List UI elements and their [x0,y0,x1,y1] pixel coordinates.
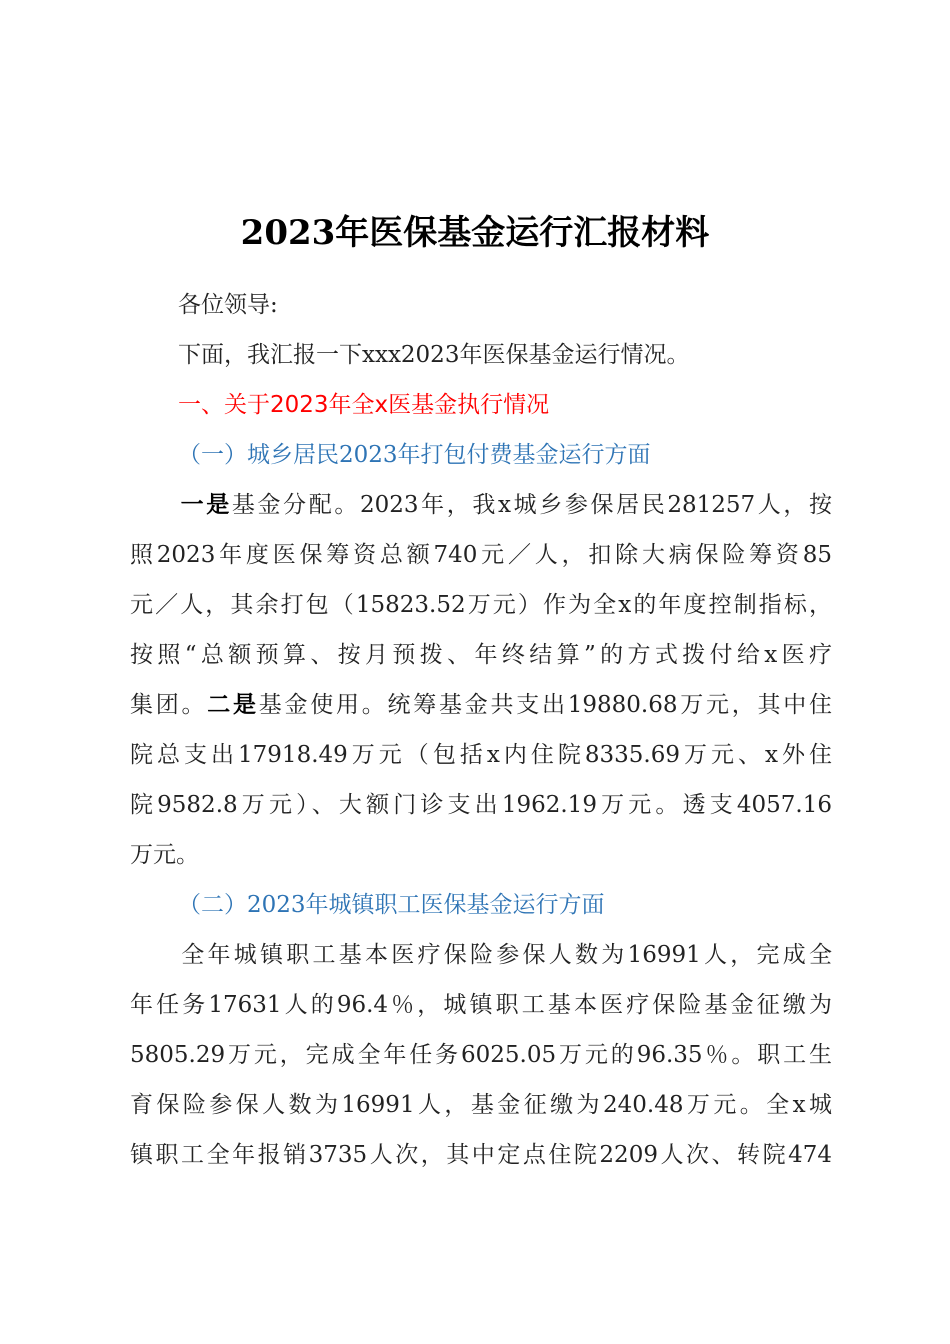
paragraph-text: 基金使用。统筹基金共支出19880.68万元，其中住 [258,692,832,718]
paragraph-text: 全年城镇职工基本医疗保险参保人数为16991人，完成全 [178,942,832,968]
greeting: 各位领导: [178,292,278,318]
paragraph-line: 按照“总额预算、按月预拨、年终结算”的方式拨付给x医疗 [130,642,832,668]
intro-paragraph: 下面，我汇报一下xxx2023年医保基金运行情况。 [178,342,690,368]
subsection-2-heading: （二）2023年城镇职工医保基金运行方面 [178,892,605,918]
paragraph-line: 院9582.8万元）、大额门诊支出1962.19万元。透支4057.16 [130,792,832,818]
point-lead-first: 一是 [178,491,232,518]
document-title: 2023年医保基金运行汇报材料 [240,213,710,253]
paragraph-line: 育保险参保人数为16991人，基金征缴为240.48万元。全x城 [130,1092,832,1118]
paragraph-line [130,480,832,530]
paragraph-line: 万元。 [130,842,199,868]
paragraph-line: 镇职工全年报销3735人次，其中定点住院2209人次、转院474 [130,1142,832,1168]
paragraph-line: 元／人，其余打包（15823.52万元）作为全x的年度控制指标， [130,592,832,618]
paragraph-line [130,930,832,980]
paragraph-line: 照2023年度医保筹资总额740元／人，扣除大病保险筹资85 [130,542,832,568]
paragraph-line: 5805.29万元，完成全年任务6025.05万元的96.35％。职工生 [130,1042,832,1068]
section-1-heading: 一、关于2023年全x医基金执行情况 [178,392,550,418]
paragraph-line: 年任务17631人的96.4％，城镇职工基本医疗保险基金征缴为 [130,992,832,1018]
paragraph-line [130,680,832,730]
paragraph-line: 院总支出17918.49万元（包括x内住院8335.69万元、x外住 [130,742,832,768]
paragraph-text: 基金分配。2023年，我x城乡参保居民281257人，按 [231,492,833,518]
point-lead-second: 二是 [207,691,259,718]
paragraph-text: 集团。 [130,692,208,718]
subsection-1-heading: （一）城乡居民2023年打包付费基金运行方面 [178,442,651,468]
